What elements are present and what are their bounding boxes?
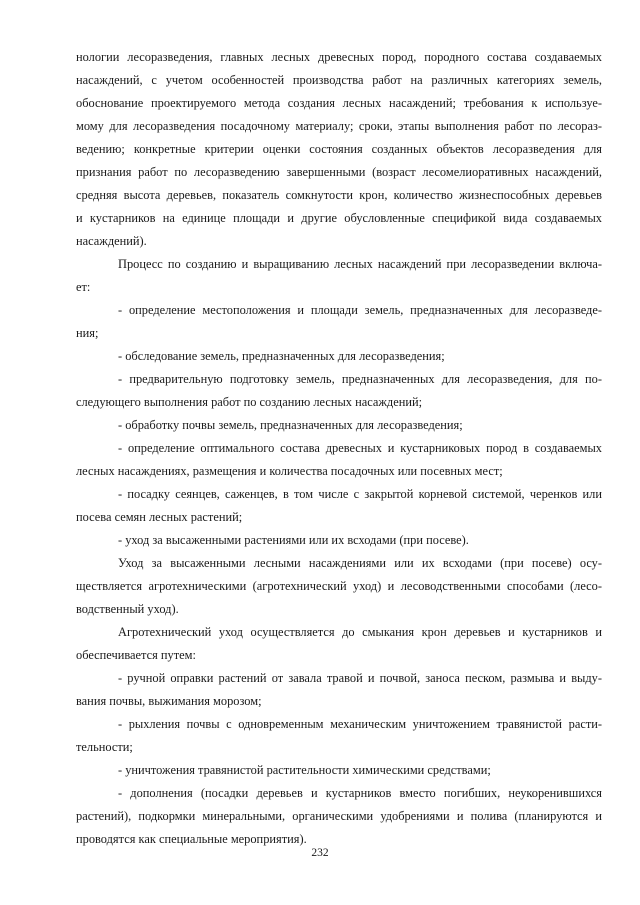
text-line: водственный уход). — [76, 602, 179, 616]
text-line: растений), подкормки минеральными, органическими удобрениями и полива (планируются и — [76, 809, 602, 823]
text-line: тельности; — [76, 740, 133, 754]
text-line: обеспечивается путем: — [76, 648, 196, 662]
list-item: - дополнения (посадки деревьев и кустарников вместо погибших, неукоренившихся — [118, 786, 602, 800]
list-item: - уничтожения травянистой растительности химическими средствами; — [118, 763, 491, 777]
text-line: ведению; конкретные критерии оценки состояния созданных объектов лесоразведения для — [76, 142, 602, 156]
paragraph-first-line: Процесс по созданию и выращиванию лесных насаждений при лесоразведении включа- — [118, 257, 602, 271]
text-line: нологии лесоразведения, главных лесных древесных пород, породного состава создаваемых — [76, 50, 602, 64]
page-number: 232 — [311, 847, 329, 859]
list-item: - посадку сеянцев, саженцев, в том числе с закрытой корневой системой, черенков или — [118, 487, 602, 501]
list-item: - определение местоположения и площади земель, предназначенных для лесоразведе- — [118, 303, 602, 317]
text-line: насаждений, с учетом особенностей производства работ на различных категориях земель, — [76, 73, 602, 87]
text-line: следующего выполнения работ по созданию лесных насаждений; — [76, 395, 423, 409]
text-line: посева семян лесных растений; — [76, 510, 243, 524]
list-item: - уход за высаженными растениями или их всходами (при посеве). — [118, 533, 469, 547]
text-line: ществляется агротехническими (агротехнический уход) и лесоводственными способами (лесо- — [76, 579, 602, 593]
text-line: обоснование проектируемого метода создания лесных насаждений; требования к используе- — [76, 96, 602, 110]
list-item: - ручной оправки растений от завала травой и почвой, заноса песком, размыва и выду- — [118, 671, 602, 685]
paragraph-first-line: Агротехнический уход осуществляется до смыкания крон деревьев и кустарников и — [118, 625, 602, 639]
paragraph-first-line: Уход за высаженными лесными насаждениями или их всходами (при посеве) осу- — [118, 556, 602, 570]
text-line: признания работ по лесоразведению завершенными (возраст лесомелиоративных насаждений, — [76, 165, 602, 179]
text-line: насаждений). — [76, 234, 147, 248]
text-line: лесных насаждениях, размещения и количества посадочных или посевных мест; — [76, 464, 503, 478]
list-item: - обработку почвы земель, предназначенных для лесоразведения; — [118, 418, 463, 432]
list-item: - предварительную подготовку земель, предназначенных для лесоразведения, для по- — [118, 372, 602, 386]
text-line: ет: — [76, 280, 91, 294]
list-item: - обследование земель, предназначенных для лесоразведения; — [118, 349, 445, 363]
text-line: вания почвы, выжимания морозом; — [76, 694, 262, 708]
text-line: средняя высота деревьев, показатель сомкнутости крон, количество жизнеспособных деревьев — [76, 188, 602, 202]
text-line: проводятся как специальные мероприятия). — [76, 832, 307, 846]
text-line: ния; — [76, 326, 99, 340]
text-line: и кустарников на единице площади и другие обусловленные спецификой вида создаваемых — [76, 211, 602, 225]
text-line: мому для лесоразведения посадочному материалу; сроки, этапы выполнения работ по лесораз- — [76, 119, 602, 133]
list-item: - рыхления почвы с одновременным механическим уничтожением травянистой расти- — [118, 717, 602, 731]
list-item: - определение оптимального состава древесных и кустарниковых пород в создаваемых — [118, 441, 602, 455]
